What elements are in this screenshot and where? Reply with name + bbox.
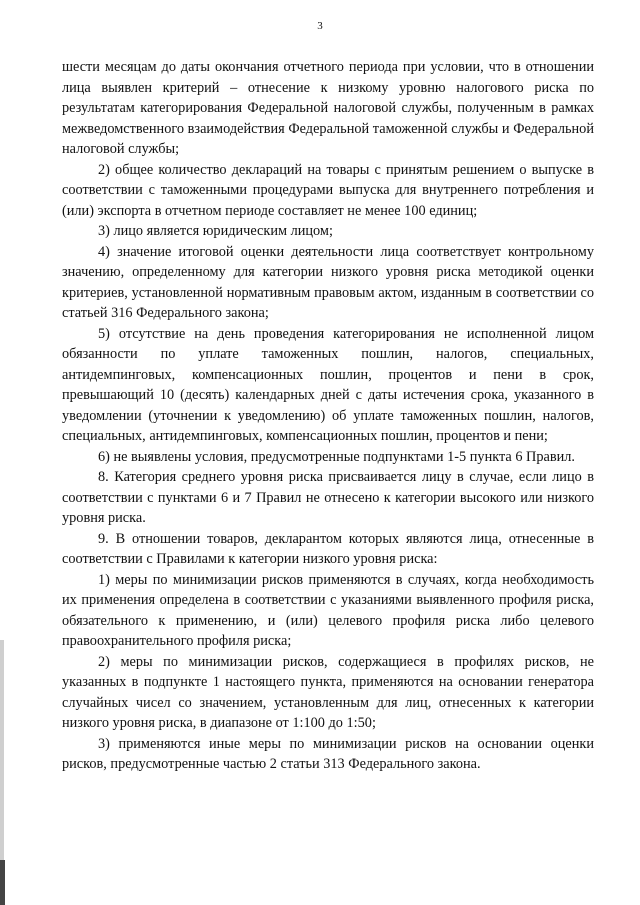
paragraph-clause-9: 9. В отношении товаров, декларантом которых являются лица, отнесенные в соответствии с Правилами к категории низкого уровня риска: [62, 530, 594, 567]
paragraph-clause-9-item-1: 1) меры по минимизации рисков применяются в случаях, когда необходимость их применения определена в соответствии с указаниями выявленного профиля риска, обязательного к применению, и (или) целевого профиля риска либо целевого правоохранительного профиля риска; [62, 571, 594, 649]
paragraph-subitem-3: 3) лицо является юридическим лицом; [98, 223, 333, 239]
paragraph-subitem-2: 2) общее количество деклараций на товары с принятым решением о выпуске в соответствии с таможенными процедурами выпуска для внутреннего потребления и (или) экспорта в отчетном периоде составляет не менее 100 единиц; [62, 161, 594, 219]
paragraph-subitem-4: 4) значение итоговой оценки деятельности лица соответствует контрольному значению, определенному для категории низкого уровня риска методикой оценки критериев, установленной нормативным правовым актом, изданным в соответствии со статьей 316 Федерального закона; [62, 243, 594, 321]
paragraph-clause-9-item-2: 2) меры по минимизации рисков, содержащиеся в профилях рисков, не указанных в подпункте 1 настоящего пункта, применяются на основании генератора случайных чисел со значением, установленным для лиц, отнесенных к категории низкого уровня риска, в диапазоне от 1:100 до 1:50; [62, 653, 594, 731]
document-body [62, 57, 594, 775]
paragraph-clause-9-item-3: 3) применяются иные меры по минимизации рисков на основании оценки рисков, предусмотренные частью 2 статьи 313 Федерального закона. [62, 735, 594, 772]
paragraph-subitem-6: 6) не выявлены условия, предусмотренные подпунктами 1-5 пункта 6 Правил. [98, 448, 575, 465]
paragraph-subitem-5: 5) отсутствие на день проведения категорирования не исполненной лицом обязанности по уплате таможенных пошлин, налогов, специальных, антидемпинговых, компенсационных пошлин, процентов и пени в срок, превышающий 10 (десять) календарных дней с даты истечения срока, указанного в уведомлении (уточнении к уведомлению) об уплате таможенных пошлин, налогов, специальных, антидемпинговых, компенсационных пошлин, процентов и пени; [62, 325, 594, 444]
scan-edge-mark [0, 860, 5, 905]
page-number: 3 [317, 20, 323, 32]
paragraph-continuation: шести месяцам до даты окончания отчетного периода при условии, что в отношении лица выявлен критерий – отнесение к низкому уровню налогового риска по результатам категорирования Федеральной налоговой службы, полученным в рамках межведомственного взаимодействия Федеральной таможенной службы и Федеральной налоговой службы; [62, 59, 594, 157]
paragraph-clause-8: 8. Категория среднего уровня риска присваивается лицу в случае, если лицо в соответствии с пунктами 6 и 7 Правил не отнесено к категории высокого или низкого уровня риска. [62, 469, 594, 526]
